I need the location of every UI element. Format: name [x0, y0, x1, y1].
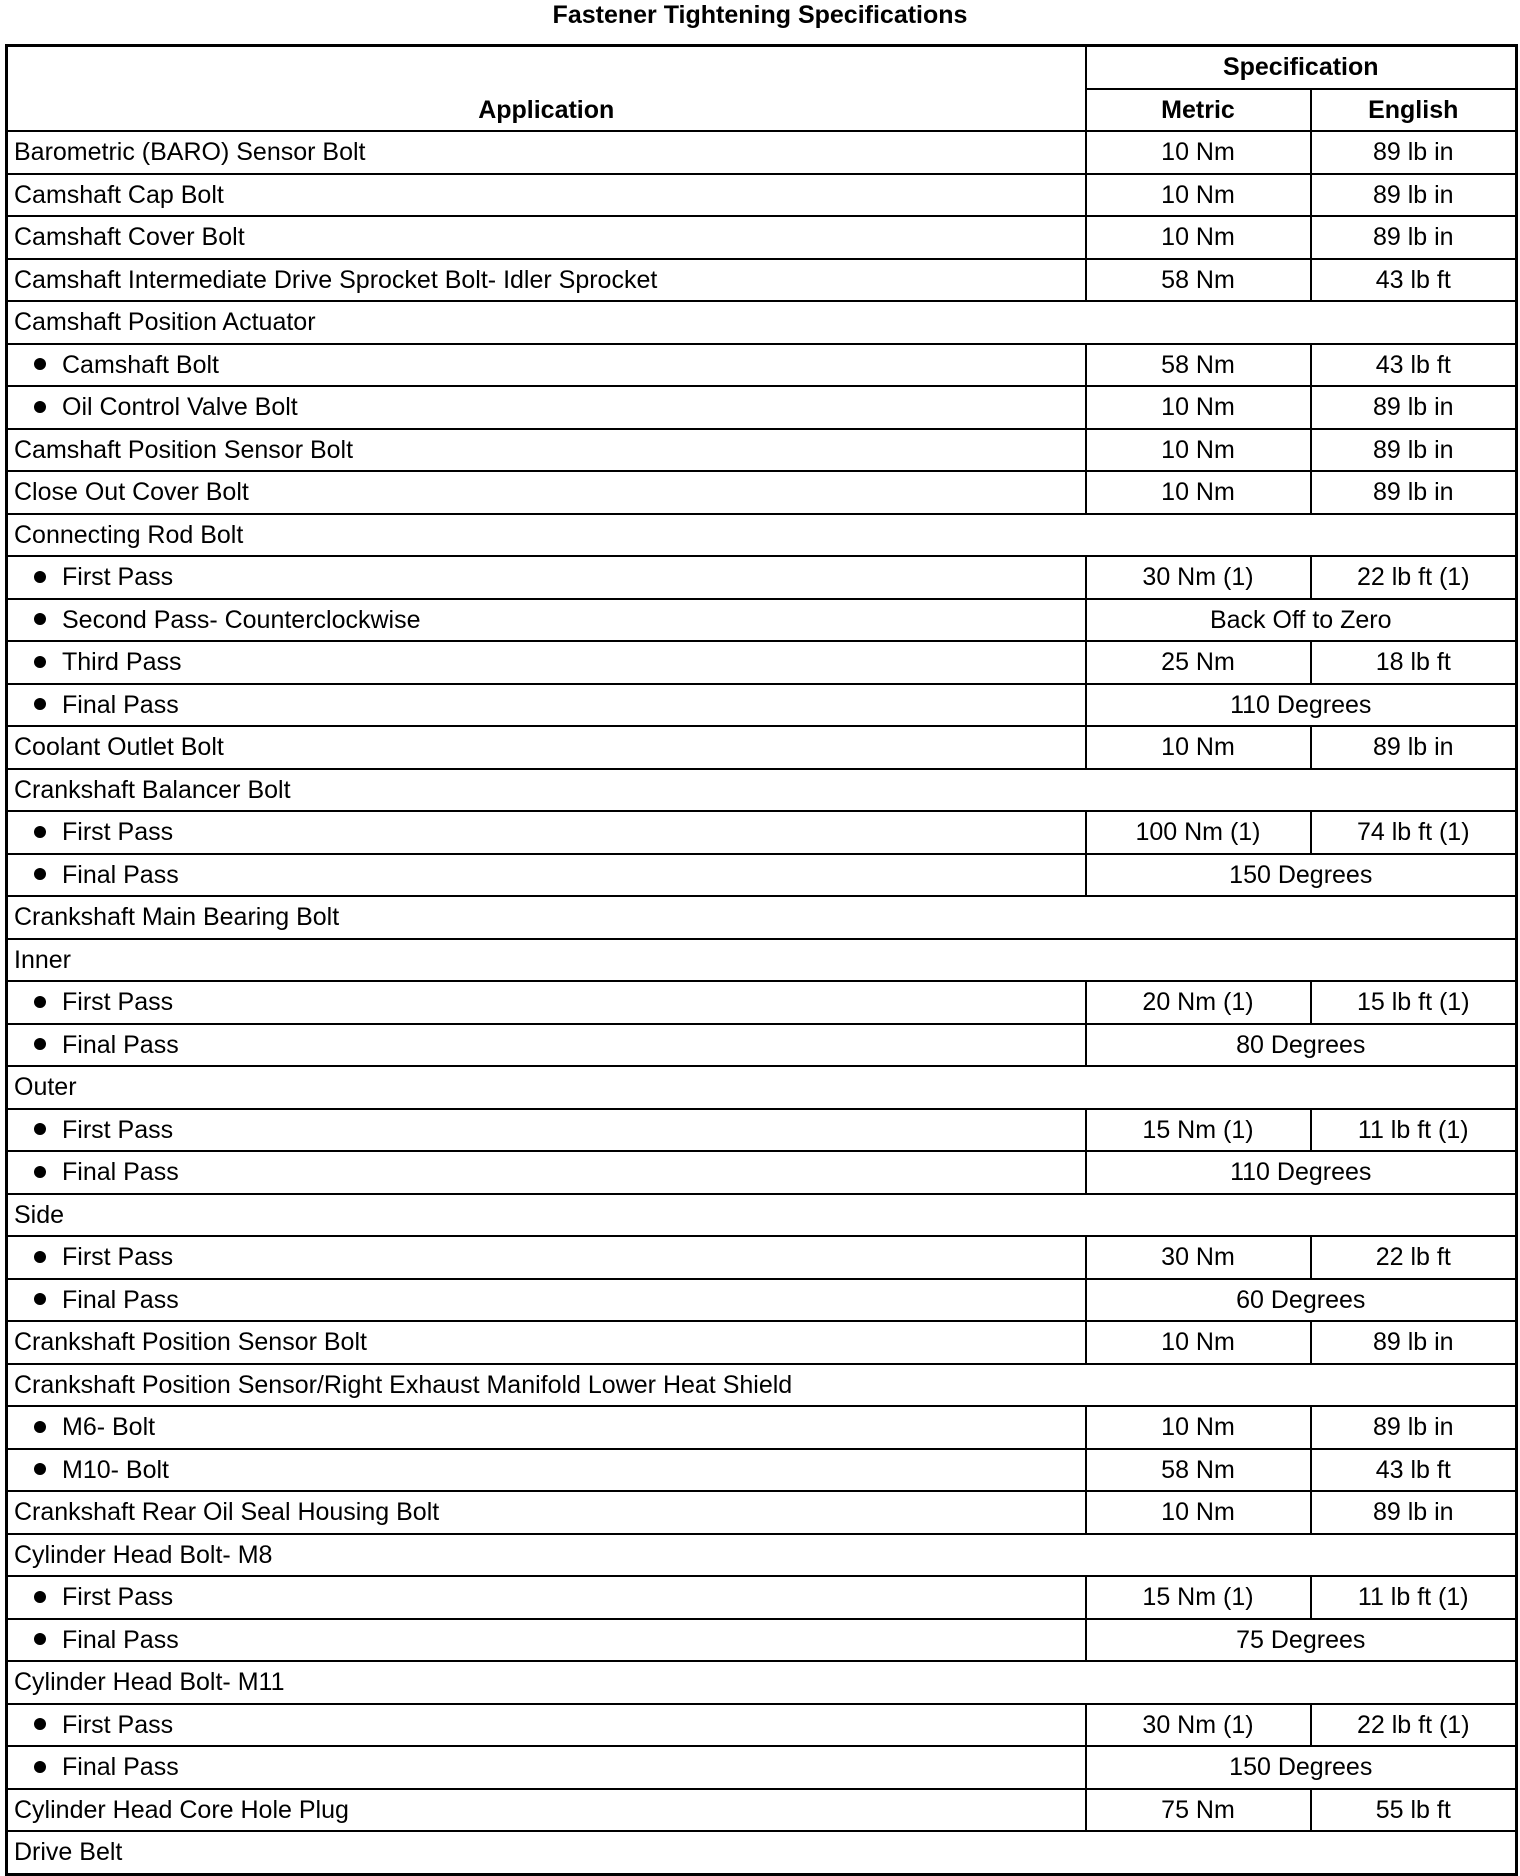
- application-header: Application: [7, 46, 1086, 132]
- application-cell: [7, 1194, 1517, 1237]
- table-row: [7, 131, 1517, 174]
- table-row: [7, 1364, 1517, 1407]
- table-row: [7, 259, 1517, 302]
- application-label: Third Pass: [62, 648, 182, 676]
- english-value-cell: 43 lb ft: [1311, 1449, 1517, 1492]
- application-cell: [7, 811, 1086, 854]
- application-label: First Pass: [62, 818, 174, 846]
- application-label: Camshaft Cover Bolt: [14, 223, 245, 251]
- english-value-cell: 74 lb ft (1): [1311, 811, 1517, 854]
- english-value-cell: 11 lb ft (1): [1311, 1109, 1517, 1152]
- metric-value-cell: 10 Nm: [1086, 1406, 1311, 1449]
- table-row: [7, 1321, 1517, 1364]
- table-row: [7, 1746, 1517, 1789]
- application-label: Final Pass: [62, 1625, 179, 1654]
- fastener-spec-table: [5, 44, 1518, 1876]
- metric-value-cell: 20 Nm (1): [1086, 981, 1311, 1024]
- application-cell: [7, 1236, 1086, 1279]
- spec-value-cell: 110 Degrees: [1086, 1151, 1517, 1194]
- bullet-icon: [34, 996, 46, 1008]
- metric-header: Metric: [1086, 89, 1311, 132]
- application-cell: [7, 641, 1086, 684]
- table-row: [7, 216, 1517, 259]
- application-label: Camshaft Bolt: [62, 350, 220, 379]
- application-cell: [7, 726, 1086, 769]
- application-cell: [7, 1704, 1086, 1747]
- metric-value-cell: 100 Nm (1): [1086, 811, 1311, 854]
- application-cell: [7, 1789, 1086, 1832]
- metric-value-cell: 15 Nm (1): [1086, 1576, 1311, 1619]
- application-cell: [7, 896, 1517, 939]
- table-row: [7, 1449, 1517, 1492]
- bullet-icon: [34, 613, 46, 625]
- application-label: First Pass: [62, 988, 174, 1016]
- english-value-cell: 89 lb in: [1311, 471, 1517, 514]
- application-label: Crankshaft Main Bearing Bolt: [14, 903, 340, 931]
- application-cell: [7, 131, 1086, 174]
- table-row: [7, 1279, 1517, 1322]
- table-row: [7, 939, 1517, 982]
- application-cell: [7, 1151, 1086, 1194]
- table-row: [7, 1576, 1517, 1619]
- application-label: First Pass: [62, 1243, 174, 1271]
- application-label: Final Pass: [62, 860, 179, 889]
- specification-header: Specification: [1086, 46, 1517, 89]
- application-label: Crankshaft Position Sensor/Right Exhaust Manifold Lower Heat Shield: [14, 1370, 793, 1399]
- application-label: Final Pass: [62, 1030, 179, 1059]
- application-cell: [7, 1746, 1086, 1789]
- application-label: Barometric (BARO) Sensor Bolt: [14, 138, 366, 166]
- metric-value-cell: 58 Nm: [1086, 259, 1311, 302]
- table-row: [7, 1024, 1517, 1067]
- table-row: [7, 726, 1517, 769]
- application-cell: [7, 1066, 1517, 1109]
- bullet-icon: [34, 1761, 46, 1773]
- spec-value-cell: 75 Degrees: [1086, 1619, 1517, 1662]
- application-label: Outer: [14, 1073, 77, 1101]
- english-value-cell: 43 lb ft: [1311, 344, 1517, 387]
- metric-value-cell: 10 Nm: [1086, 386, 1311, 429]
- bullet-icon: [34, 1633, 46, 1645]
- application-label: Close Out Cover Bolt: [14, 478, 249, 506]
- application-label: First Pass: [62, 1710, 174, 1739]
- table-row: [7, 301, 1517, 344]
- table-row: [7, 386, 1517, 429]
- application-cell: [7, 1406, 1086, 1449]
- english-value-cell: 89 lb in: [1311, 1406, 1517, 1449]
- english-value-cell: 11 lb ft (1): [1311, 1576, 1517, 1619]
- application-cell: [7, 259, 1086, 302]
- application-label: Final Pass: [62, 1753, 179, 1781]
- application-label: First Pass: [62, 1583, 174, 1611]
- metric-value-cell: 58 Nm: [1086, 344, 1311, 387]
- table-row: [7, 896, 1517, 939]
- application-label: First Pass: [62, 1115, 174, 1144]
- bullet-icon: [34, 1421, 46, 1433]
- table-row: [7, 1151, 1517, 1194]
- table-row: [7, 1661, 1517, 1704]
- application-cell: [7, 1321, 1086, 1364]
- application-label: Camshaft Position Actuator: [14, 308, 316, 336]
- application-cell: [7, 599, 1086, 642]
- table-row: [7, 471, 1517, 514]
- metric-value-cell: 15 Nm (1): [1086, 1109, 1311, 1152]
- application-label: Inner: [14, 945, 71, 974]
- application-label: Camshaft Cap Bolt: [14, 180, 224, 209]
- english-value-cell: 89 lb in: [1311, 216, 1517, 259]
- metric-value-cell: 10 Nm: [1086, 726, 1311, 769]
- bullet-icon: [34, 401, 46, 413]
- bullet-icon: [34, 1293, 46, 1305]
- bullet-icon: [34, 698, 46, 710]
- spec-value-cell: 80 Degrees: [1086, 1024, 1517, 1067]
- spec-value-cell: 150 Degrees: [1086, 1746, 1517, 1789]
- table-row: [7, 1066, 1517, 1109]
- table-row: [7, 1789, 1517, 1832]
- bullet-icon: [34, 1463, 46, 1475]
- english-value-cell: 89 lb in: [1311, 1491, 1517, 1534]
- spec-value-cell: 60 Degrees: [1086, 1279, 1517, 1322]
- bullet-icon: [34, 1166, 46, 1178]
- application-cell: [7, 1576, 1086, 1619]
- application-cell: [7, 684, 1086, 727]
- table-row: [7, 1109, 1517, 1152]
- bullet-icon: [34, 656, 46, 668]
- table-row: [7, 344, 1517, 387]
- english-value-cell: 89 lb in: [1311, 1321, 1517, 1364]
- application-cell: [7, 429, 1086, 472]
- application-cell: [7, 514, 1517, 557]
- spec-table-body: [7, 131, 1517, 1874]
- application-cell: [7, 939, 1517, 982]
- application-label: Second Pass- Counterclockwise: [62, 605, 421, 634]
- application-cell: [7, 386, 1086, 429]
- application-cell: [7, 1279, 1086, 1322]
- table-row: [7, 599, 1517, 642]
- metric-value-cell: 10 Nm: [1086, 429, 1311, 472]
- spec-value-cell: 150 Degrees: [1086, 854, 1517, 897]
- application-label: Cylinder Head Bolt- M8: [14, 1540, 273, 1569]
- application-cell: [7, 1449, 1086, 1492]
- application-label: Crankshaft Balancer Bolt: [14, 775, 291, 804]
- table-row: [7, 1619, 1517, 1662]
- table-row: [7, 811, 1517, 854]
- table-row: [7, 1831, 1517, 1874]
- english-value-cell: 22 lb ft (1): [1311, 556, 1517, 599]
- english-value-cell: 22 lb ft: [1311, 1236, 1517, 1279]
- application-cell: [7, 1491, 1086, 1534]
- table-row: [7, 1194, 1517, 1237]
- application-label: Oil Control Valve Bolt: [62, 393, 298, 421]
- english-value-cell: 55 lb ft: [1311, 1789, 1517, 1832]
- application-label: Final Pass: [62, 1158, 179, 1186]
- application-cell: [7, 556, 1086, 599]
- application-label: Crankshaft Position Sensor Bolt: [14, 1328, 367, 1356]
- application-label: Drive Belt: [14, 1838, 123, 1866]
- bullet-icon: [34, 1123, 46, 1135]
- english-value-cell: 22 lb ft (1): [1311, 1704, 1517, 1747]
- application-cell: [7, 1109, 1086, 1152]
- metric-value-cell: 75 Nm: [1086, 1789, 1311, 1832]
- english-value-cell: 43 lb ft: [1311, 259, 1517, 302]
- application-cell: [7, 854, 1086, 897]
- english-value-cell: 15 lb ft (1): [1311, 981, 1517, 1024]
- bullet-icon: [34, 1251, 46, 1263]
- table-row: [7, 1236, 1517, 1279]
- application-label: Camshaft Intermediate Drive Sprocket Bolt- Idler Sprocket: [14, 265, 658, 294]
- application-cell: [7, 769, 1517, 812]
- spec-value-cell: Back Off to Zero: [1086, 599, 1517, 642]
- metric-value-cell: 30 Nm: [1086, 1236, 1311, 1279]
- application-label: Side: [14, 1200, 65, 1229]
- table-row: [7, 981, 1517, 1024]
- bullet-icon: [34, 1591, 46, 1603]
- metric-value-cell: 10 Nm: [1086, 174, 1311, 217]
- application-label: Crankshaft Rear Oil Seal Housing Bolt: [14, 1498, 440, 1526]
- table-row: [7, 1406, 1517, 1449]
- english-value-cell: 89 lb in: [1311, 131, 1517, 174]
- english-value-cell: 89 lb in: [1311, 386, 1517, 429]
- metric-value-cell: 10 Nm: [1086, 1491, 1311, 1534]
- application-label: Connecting Rod Bolt: [14, 520, 244, 549]
- bullet-icon: [34, 1718, 46, 1730]
- application-cell: [7, 344, 1086, 387]
- application-label: Cylinder Head Bolt- M11: [14, 1668, 285, 1696]
- metric-value-cell: 10 Nm: [1086, 1321, 1311, 1364]
- table-row: [7, 854, 1517, 897]
- application-cell: [7, 1534, 1517, 1577]
- metric-value-cell: 30 Nm (1): [1086, 1704, 1311, 1747]
- application-cell: [7, 1619, 1086, 1662]
- application-cell: [7, 301, 1517, 344]
- document-title: Fastener Tightening Specifications: [552, 1, 968, 29]
- application-cell: [7, 174, 1086, 217]
- application-cell: [7, 1024, 1086, 1067]
- english-value-cell: 89 lb in: [1311, 726, 1517, 769]
- table-row: [7, 1491, 1517, 1534]
- application-label: M6- Bolt: [62, 1413, 156, 1441]
- english-value-cell: 89 lb in: [1311, 174, 1517, 217]
- bullet-icon: [34, 1038, 46, 1050]
- application-cell: [7, 1831, 1517, 1874]
- metric-value-cell: 58 Nm: [1086, 1449, 1311, 1492]
- metric-value-cell: 10 Nm: [1086, 471, 1311, 514]
- application-cell: [7, 216, 1086, 259]
- table-row: [7, 514, 1517, 557]
- application-label: Camshaft Position Sensor Bolt: [14, 435, 354, 464]
- table-row: [7, 174, 1517, 217]
- english-value-cell: 89 lb in: [1311, 429, 1517, 472]
- table-row: [7, 429, 1517, 472]
- bullet-icon: [34, 571, 46, 583]
- table-row: [7, 1704, 1517, 1747]
- table-row: [7, 1534, 1517, 1577]
- metric-value-cell: 30 Nm (1): [1086, 556, 1311, 599]
- metric-value-cell: 10 Nm: [1086, 131, 1311, 174]
- metric-value-cell: 10 Nm: [1086, 216, 1311, 259]
- table-row: [7, 684, 1517, 727]
- bullet-icon: [34, 826, 46, 838]
- bullet-icon: [34, 358, 46, 370]
- application-label: Cylinder Head Core Hole Plug: [14, 1795, 349, 1824]
- application-label: Final Pass: [62, 1285, 179, 1314]
- application-cell: [7, 471, 1086, 514]
- application-label: M10- Bolt: [62, 1455, 169, 1484]
- english-header: English: [1311, 89, 1517, 132]
- bullet-icon: [34, 868, 46, 880]
- metric-value-cell: 25 Nm: [1086, 641, 1311, 684]
- application-label: Final Pass: [62, 690, 179, 719]
- table-row: [7, 641, 1517, 684]
- application-cell: [7, 981, 1086, 1024]
- application-cell: [7, 1661, 1517, 1704]
- application-label: Coolant Outlet Bolt: [14, 733, 224, 761]
- application-cell: [7, 1364, 1517, 1407]
- spec-value-cell: 110 Degrees: [1086, 684, 1517, 727]
- application-label: First Pass: [62, 563, 174, 591]
- table-row: [7, 556, 1517, 599]
- english-value-cell: 18 lb ft: [1311, 641, 1517, 684]
- table-row: [7, 769, 1517, 812]
